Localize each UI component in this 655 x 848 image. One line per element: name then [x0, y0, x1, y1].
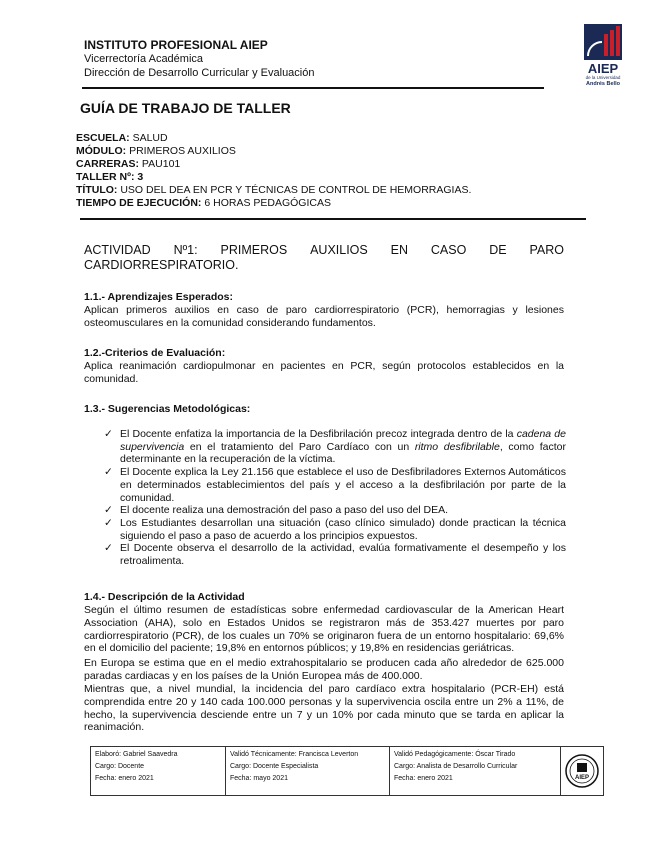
list-item: ✓ El Docente explica la Ley 21.156 que establece el uso de Desfibriladores Externos Automáticos en determinados establecimientos del país y el acceso a la desfibrilación por parte de la comunidad.: [104, 466, 566, 504]
section-title-sugerencias: 1.3.- Sugerencias Metodológicas:: [84, 403, 251, 415]
aiep-seal-icon: [565, 754, 599, 788]
section-title-aprendizajes: 1.1.- Aprendizajes Esperados:: [84, 291, 233, 303]
descripcion-paragraph-2: En Europa se estima que en el medio extrahospitalario se producen cada año alrededor de 625.000 paradas cardiacas y en los países de la Unión Europea más de 400.000.: [84, 657, 564, 682]
section-title-criterios: 1.2.-Criterios de Evaluación:: [84, 347, 226, 359]
list-item: ✓ El Docente enfatiza la importancia de la Desfibrilación precoz integrada dentro de la cadena de supervivencia en el tratamiento del Paro Cardíaco con un ritmo desfibrilable, como factor determinante en la recuperación de la víctima.: [104, 428, 566, 466]
check-icon: ✓: [104, 466, 113, 479]
check-icon: ✓: [104, 504, 113, 517]
list-item: ✓ Los Estudiantes desarrollan una situación (caso clínico simulado) donde practican la técnica siguiendo el paso a paso de acuerdo a los principios expuestos.: [104, 516, 566, 542]
footer-valido-pedagogicamente: Validó Pedagógicamente: Óscar Tirado Cargo: Analista de Desarrollo Curricular Fecha: enero 2021: [390, 747, 561, 795]
footer-elaboro: Elaboró: Gabriel Saavedra Cargo: Docente Fecha: enero 2021: [91, 747, 226, 795]
header-rule: [82, 87, 544, 89]
svg-text:AIEP: AIEP: [574, 775, 590, 781]
list-item: ✓ El docente realiza una demostración del paso a paso del uso del DEA.: [104, 504, 449, 517]
meta-titulo: TÍTULO: USO DEL DEA EN PCR Y TÉCNICAS DE CONTROL DE HEMORRAGIAS.: [76, 184, 472, 196]
section-title-descripcion: 1.4.- Descripción de la Actividad: [84, 591, 245, 603]
svg-text:Andrés Bello: Andrés Bello: [586, 81, 620, 86]
page-title: GUÍA DE TRABAJO DE TALLER: [80, 100, 291, 116]
check-icon: ✓: [104, 516, 113, 529]
descripcion-paragraph-3: Mientras que, a nivel mundial, la incidencia del paro cardíaco extra hospitalario (PCR-EH) está comprendida entre 20 y 140 cada 100.000 personas y la supervivencia oscila entre un 2% a 11%, de hecho, la supervivencia desciende entre un 7 y un 10% por cada minuto que se tarda en aplicar la reanimación.: [84, 683, 564, 734]
meta-escuela: ESCUELA: SALUD: [76, 132, 168, 144]
footer-seal: [561, 747, 603, 795]
meta-modulo: MÓDULO: PRIMEROS AUXILIOS: [76, 145, 236, 157]
svg-text:AIEP: AIEP: [587, 61, 619, 76]
sugerencias-list: [104, 428, 566, 568]
svg-text:de la Universidad: de la Universidad: [585, 75, 621, 80]
aiep-logo: [578, 22, 628, 86]
section-text-aprendizajes: Aplican primeros auxilios en caso de paro cardiorrespiratorio (PCR), hemorragias y lesiones osteomusculares en la comunidad considerando fundamentos.: [84, 304, 564, 329]
vicerrectoria: Vicerrectoría Académica: [84, 53, 204, 65]
descripcion-paragraph-1: Según el último resumen de estadísticas sobre enfermedad cardiovascular de la American Heart Association (AHA), solo en Estados Unidos se registraron más de 353.427 muertes por paro cardiorrespiratorio (PCR), de los cuales un 70% se originaron fuera de un entorno hospitalario: 69,6% en el domicilio del paciente; 19,8% en entornos públicos; y 19,8% en residencias geriátricas.: [84, 604, 564, 655]
direccion: Dirección de Desarrollo Curricular y Evaluación: [84, 67, 315, 79]
section-text-criterios: Aplica reanimación cardiopulmonar en pacientes en PCR, según protocolos establecidos en la comunidad.: [84, 360, 564, 385]
check-icon: ✓: [104, 428, 113, 440]
section-rule: [80, 218, 586, 220]
check-icon: ✓: [104, 542, 113, 555]
list-item: ✓ El Docente observa el desarrollo de la actividad, evalúa formativamente el desempeño y los retroalimenta.: [104, 542, 566, 568]
meta-taller: TALLER Nº: 3: [76, 171, 144, 183]
meta-carreras: CARRERAS: PAU101: [76, 158, 181, 170]
footer-table: [90, 746, 604, 796]
footer-valido-tecnicamente: Validó Técnicamente: Francisca Leverton Cargo: Docente Especialista Fecha: mayo 2021: [226, 747, 390, 795]
meta-tiempo: TIEMPO DE EJECUCIÓN: 6 HORAS PEDAGÓGICAS: [76, 197, 331, 209]
activity-heading: ACTIVIDAD Nº1: PRIMEROS AUXILIOS EN CASO DE PARO CARDIORRESPIRATORIO.: [84, 243, 564, 272]
institution-name: INSTITUTO PROFESIONAL AIEP: [84, 38, 268, 52]
